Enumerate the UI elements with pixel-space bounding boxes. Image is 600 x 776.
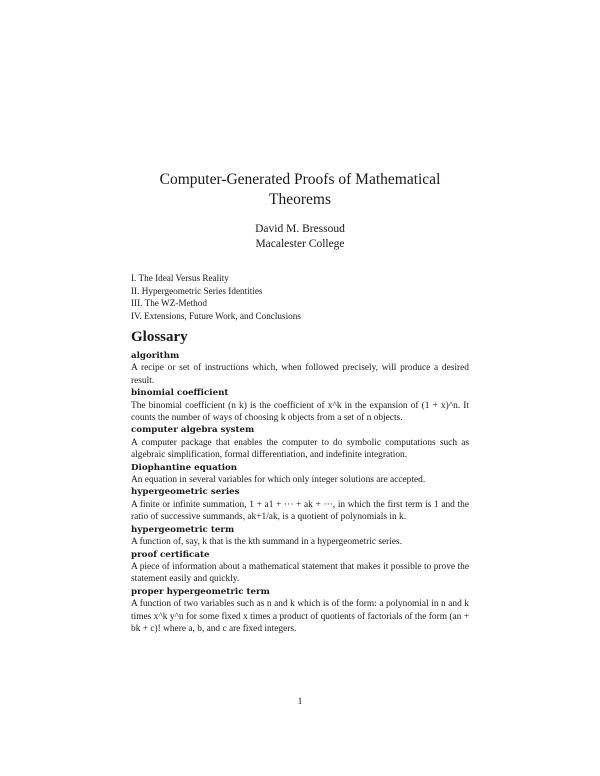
glossary-term: proof certificate (131, 549, 210, 560)
toc-item: II. Hypergeometric Series Identities (131, 285, 263, 296)
author-block (131, 222, 469, 252)
glossary-term: hypergeometric series (131, 487, 240, 498)
glossary-entry (131, 462, 469, 487)
glossary-entry (131, 549, 469, 586)
glossary-entry (131, 387, 469, 424)
glossary-definition: A recipe or set of instructions which, when followed precisely, will produce a desired result. (131, 363, 469, 386)
glossary-entry (131, 350, 469, 387)
glossary-definition: A function of two variables such as n and k which is of the form: a polynomial in n and k times x^k y^n for some fixed x times a product of quotients of factorials of the form (an + bk + c)! where a, b, and c are fixed integers. (131, 599, 469, 634)
author-affiliation: Macalester College (255, 238, 345, 250)
toc-item: I. The Ideal Versus Reality (131, 273, 229, 283)
glossary-entry (131, 586, 469, 636)
page-number: 1 (297, 697, 303, 707)
title-line-2: Theorems (269, 191, 331, 208)
glossary-definition: The binomial coefficient (n k) is the coefficient of x^k in the expansion of (1 + x)^n. It counts the number of ways of choosing k objects from a set of n objects. (131, 400, 469, 424)
glossary-term: binomial coefficient (131, 388, 229, 399)
glossary-entry (131, 486, 469, 523)
glossary-heading: Glossary (131, 329, 188, 345)
glossary-definition: A computer package that enables the computer to do symbolic computations such as algebraic simplification, formal differentiation, and indefinite integration. (131, 437, 469, 461)
paper-title (111, 170, 489, 210)
glossary-definition: An equation in several variables for which only integer solutions are accepted. (131, 475, 426, 486)
glossary-entry (131, 524, 469, 549)
glossary-term: hypergeometric term (131, 524, 235, 535)
glossary-term: algorithm (131, 351, 180, 361)
glossary-definition: A finite or infinite summation, 1 + a1 + ··· + ak + ···, in which the first term is 1 and the ratio of successive summands, ak+1/ak, is a quotient of polynomials in k. (131, 499, 469, 523)
glossary-entry (131, 424, 469, 461)
glossary-definition: A function of, say, k that is the kth summand in a hypergeometric series. (131, 537, 403, 548)
glossary-term: proper hypergeometric term (131, 586, 270, 597)
toc-item: III. The WZ-Method (131, 298, 207, 308)
title-line-1: Computer-Generated Proofs of Mathematical (159, 171, 441, 188)
glossary-term: computer algebra system (131, 425, 255, 436)
table-of-contents (131, 272, 301, 322)
author-name: David M. Bressoud (255, 223, 345, 235)
glossary-term: Diophantine equation (131, 462, 238, 473)
paper-page (131, 0, 469, 776)
toc-item: IV. Extensions, Future Work, and Conclusions (131, 310, 301, 321)
glossary-list (131, 350, 469, 635)
glossary-definition: A piece of information about a mathematical statement that makes it possible to prove the statement easily and quickly. (131, 561, 469, 585)
